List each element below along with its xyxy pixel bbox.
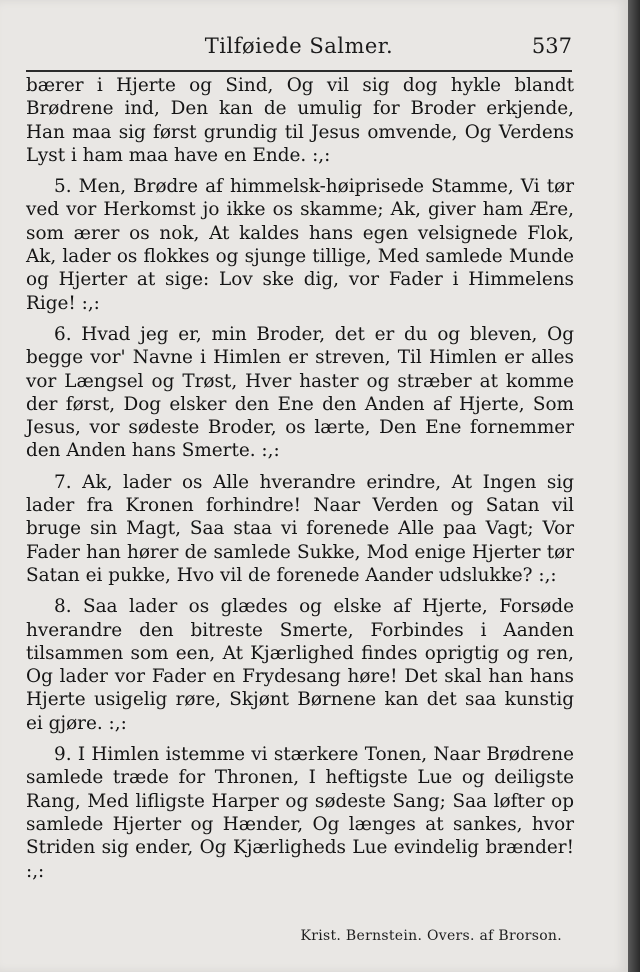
running-title: Tilføiede Salmer. [204, 34, 394, 58]
verse-5: 5. Men, Brødre af himmelsk-høiprisede Stamme, Vi tør ved vor Herkomst jo ikke os skamme; Ak, giver ham Ære, som ærer os nok, At kaldes hans egen velsignede Flok, Ak, lader os flokkes og sjunge tillige, Med samlede Munde og Hjerter at sige: Lov ske dig, vor Fader i Himmelens Rige! :,: [26, 176, 574, 314]
verse-7: 7. Ak, lader os Alle hverandre erindre, At Ingen sig lader fra Kronen forhindre! Naar Verden og Satan vil bruge sin Magt, Saa staa vi forenede Alle paa Vagt; Vor Fader han hører de samlede Sukke, Mod enige Hjerter tør Satan ei pukke, Hvo vil de forenede Aander udslukke? :,: [26, 471, 574, 586]
verse-9: 9. I Himlen istemme vi stærkere Tonen, Naar Brødrene samlede træde for Thronen, I heftigste Lue og deiligste Rang, Med lifligste Harper og sødeste Sang; Saa løfter op samlede Hjerter og Hænder, Og længes at sankes, hvor Striden sig ender, Og Kjærligheds Lue evindelig brænder! :,: [26, 744, 574, 882]
page-number: 537 [531, 34, 572, 58]
header-rule [26, 70, 572, 72]
verse-6: 6. Hvad jeg er, min Broder, det er du og bleven, Og begge vor' Navne i Himlen er streven, Til Himlen er alles vor Længsel og Trøst, Hver haster og stræber at komme der først, Dog elsker den Ene den Anden af Hjerte, Som Jesus, vor sødeste Broder, os lærte, Den Ene fornemmer den Anden hans Smerte. :,: [26, 323, 574, 462]
verse-8: 8. Saa lader os glædes og elske af Hjerte, Forsøde hverandre den bitreste Smerte, Forbindes i Aanden tilsammen som een, At Kjærlighed findes oprigtig og ren, Og lader vor Fader en Frydesang høre! Det skal han hans Hjerte usigelig røre, Skjønt Børnene kan det saa kunstig ei gjøre. :,: [26, 596, 574, 734]
verse-continuation: bærer i Hjerte og Sind, Og vil sig dog hykle blandt Brødrene ind, Den kan de umulig for Broder erkjende, Han maa sig først grundig til Jesus omvende, Og Verdens Lyst i ham maa have en Ende. :,: [26, 75, 574, 166]
author-credit: Krist. Bernstein. Overs. af Brorson. [300, 928, 562, 944]
hymn-text [26, 74, 574, 883]
page-edge-shadow [628, 0, 640, 972]
page-header [26, 34, 572, 64]
